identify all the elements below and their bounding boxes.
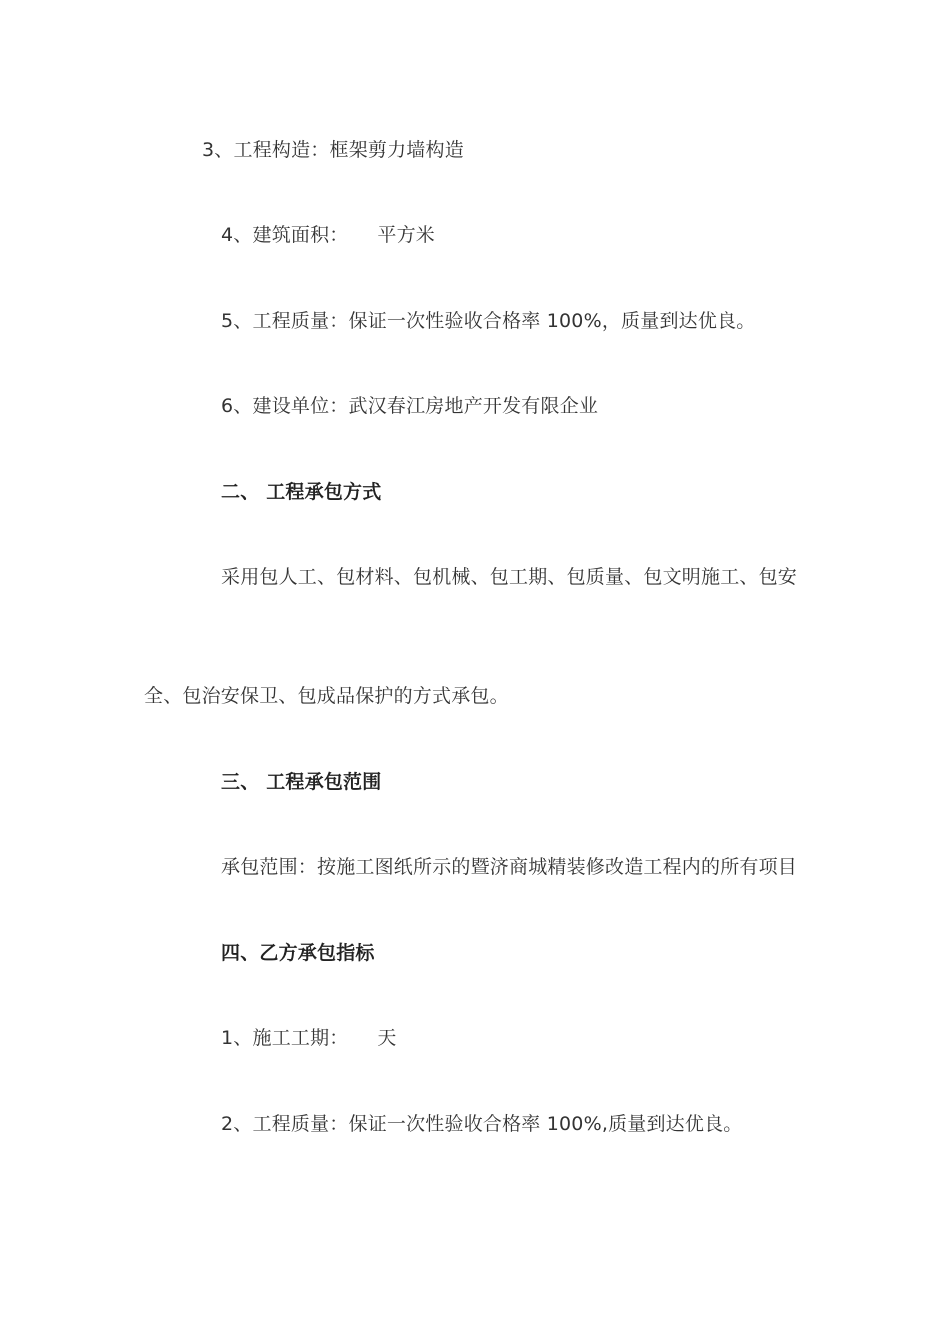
item-engineering-quality: 5、工程质量：保证一次性验收合格率 100%，质量到达优良。 bbox=[221, 310, 756, 332]
section-heading-contract-scope: 三、 工程承包范围 bbox=[221, 771, 382, 793]
section-heading-party-b-targets: 四、乙方承包指标 bbox=[221, 942, 375, 964]
paragraph-contract-scope: 承包范围：按施工图纸所示的暨济商城精装修改造工程内的所有项目 bbox=[221, 856, 798, 878]
item-building-area: 4、建筑面积： 平方米 bbox=[221, 224, 435, 246]
paragraph-contract-method-line1: 采用包人工、包材料、包机械、包工期、包质量、包文明施工、包安 bbox=[221, 566, 798, 588]
item-engineering-structure: 3、工程构造：框架剪力墙构造 bbox=[202, 139, 464, 161]
paragraph-contract-method-line2: 全、包治安保卫、包成品保护的方式承包。 bbox=[144, 685, 509, 707]
section-heading-contract-method: 二、 工程承包方式 bbox=[221, 481, 382, 503]
item-construction-unit: 6、建设单位：武汉春江房地产开发有限企业 bbox=[221, 395, 599, 417]
item-quality-target: 2、工程质量：保证一次性验收合格率 100%,质量到达优良。 bbox=[221, 1113, 743, 1135]
item-construction-period: 1、施工工期： 天 bbox=[221, 1027, 397, 1049]
